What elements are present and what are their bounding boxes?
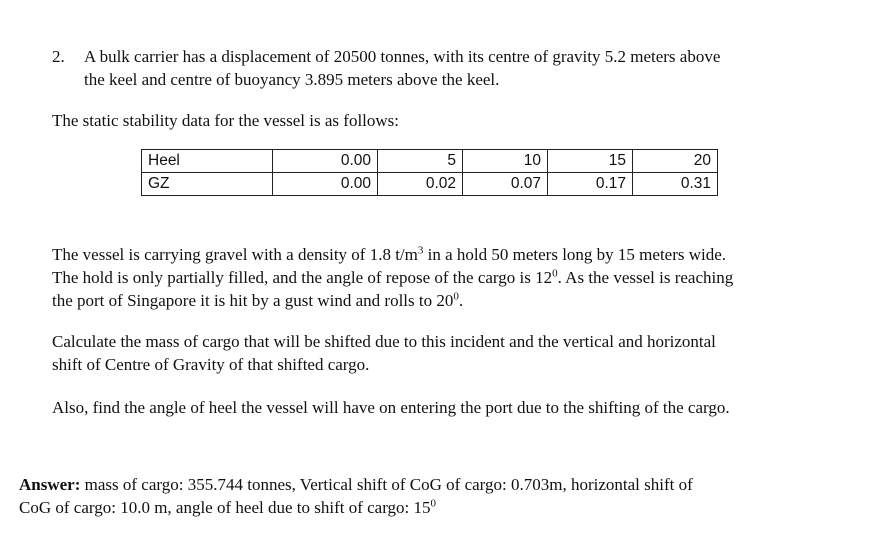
gz-row-label: GZ (142, 173, 273, 196)
question-text-line-1: A bulk carrier has a displacement of 20500 tonnes, with its centre of gravity 5.2 meters above (84, 47, 721, 66)
text-span: the port of Singapore it is hit by a gust wind and rolls to 20 (52, 291, 454, 310)
calculate-paragraph-line-1: Calculate the mass of cargo that will be shifted due to this incident and the vertical and horizontal (52, 332, 716, 351)
calculate-paragraph-line-2: shift of Centre of Gravity of that shifted cargo. (52, 355, 370, 374)
superscript: 0 (430, 497, 437, 510)
table-cell: 5 (378, 150, 463, 173)
table-row-heel (142, 150, 718, 173)
superscript: 0 (453, 290, 459, 303)
heel-row-label: Heel (142, 150, 273, 173)
angle-of-heel-paragraph: Also, find the angle of heel the vessel will have on entering the port due to the shifting of the cargo. (52, 398, 730, 417)
text-span: CoG of cargo: 10.0 m, angle of heel due to shift of cargo: 15 (19, 498, 431, 517)
text-span: mass of cargo: 355.744 tonnes, Vertical shift of CoG of cargo: 0.703m, horizontal shift of (80, 475, 693, 494)
superscript: 3 (417, 244, 424, 257)
question-number: 2. (52, 47, 65, 66)
text-span: in a hold 50 meters long by 15 meters wide. (423, 245, 727, 264)
table-cell: 0.31 (633, 173, 718, 196)
table-cell: 0.02 (378, 173, 463, 196)
text-span: The vessel is carrying gravel with a density of 1.8 t/m (52, 245, 418, 264)
answer-line-1 (19, 474, 693, 496)
table-cell: 0.17 (548, 173, 633, 196)
table-cell: 20 (633, 150, 718, 173)
cargo-paragraph-line-2 (52, 267, 733, 289)
text-span: The hold is only partially filled, and the angle of repose of the cargo is 12 (52, 268, 553, 287)
cargo-paragraph-line-3 (52, 290, 463, 312)
table-row-gz (142, 173, 718, 196)
superscript: 0 (552, 267, 558, 280)
table-cell: 15 (548, 150, 633, 173)
table-cell: 10 (463, 150, 548, 173)
text-span: . As the vessel is reaching (557, 268, 734, 287)
question-text-line-2: the keel and centre of buoyancy 3.895 meters above the keel. (84, 70, 500, 89)
static-stability-table (141, 149, 718, 196)
table-cell: 0.07 (463, 173, 548, 196)
answer-label: Answer: (19, 475, 81, 494)
table-cell: 0.00 (273, 173, 378, 196)
stability-data-intro: The static stability data for the vessel is as follows: (52, 111, 400, 130)
table-cell: 0.00 (273, 150, 378, 173)
cargo-paragraph-line-1 (52, 244, 726, 266)
answer-line-2 (19, 497, 436, 519)
text-span: . (458, 291, 464, 310)
